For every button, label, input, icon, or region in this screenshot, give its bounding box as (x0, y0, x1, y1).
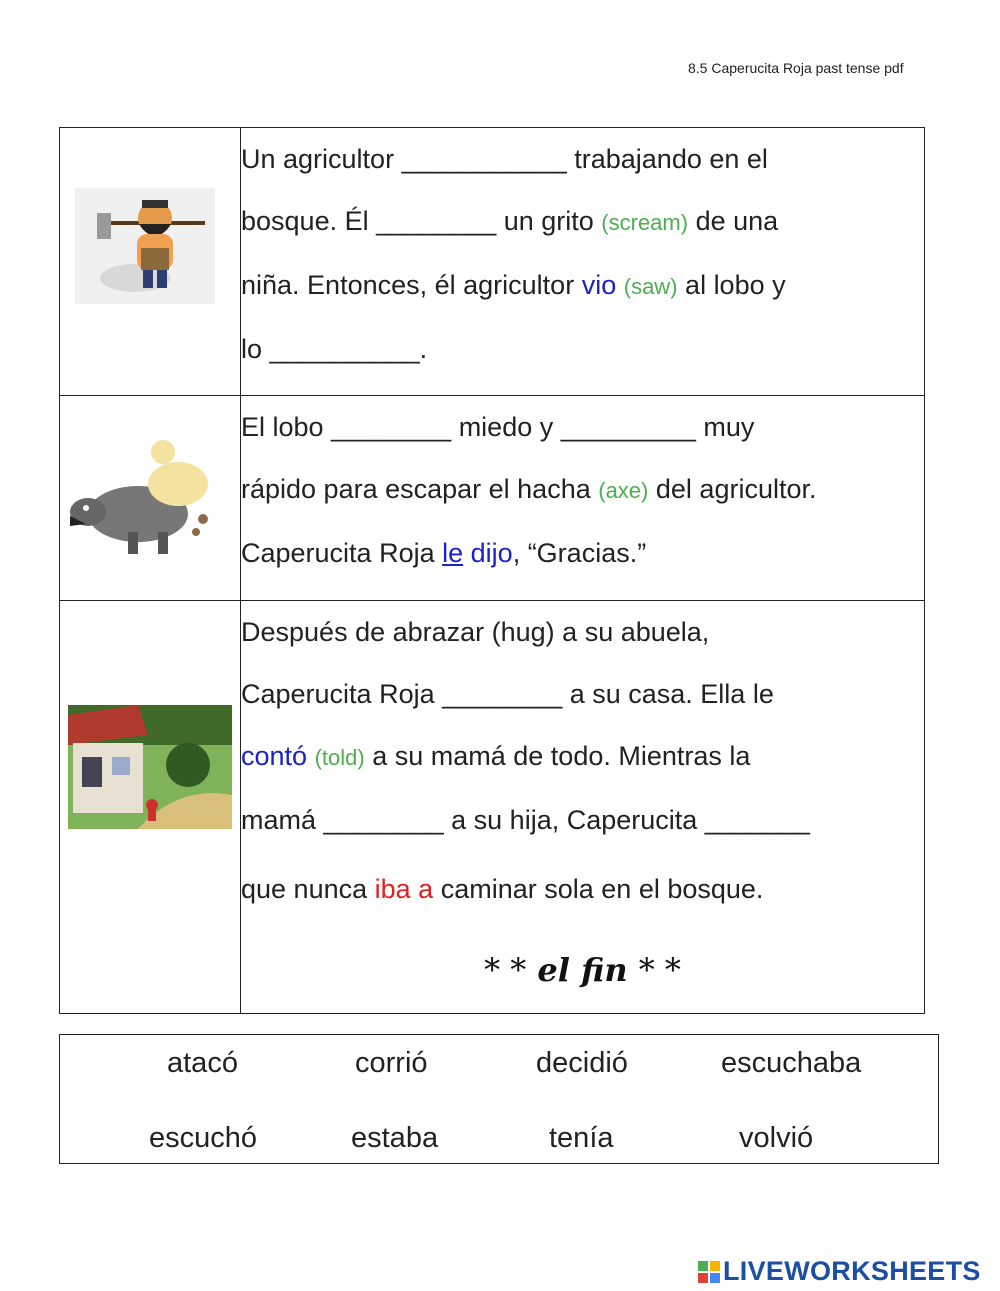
text-segment: Un agricultor ___________ trabajando en el (241, 144, 768, 174)
story-row-1 (60, 128, 925, 396)
text-segment: mamá ________ a su hija, Caperucita _______ (241, 805, 810, 835)
stars-left: * * (484, 951, 527, 989)
story-row-3 (60, 601, 925, 1014)
line-4 (241, 789, 924, 851)
hint-word: (scream) (601, 210, 689, 235)
image-cell (60, 601, 241, 1014)
word-bank-item: atacó (167, 1047, 238, 1079)
line-3 (241, 522, 924, 584)
text-segment: al lobo y (685, 270, 786, 300)
word-bank (59, 1034, 939, 1164)
story-text-1 (241, 128, 925, 396)
the-end (241, 927, 924, 1013)
line-3 (241, 254, 924, 318)
text-segment: El lobo ________ miedo y _________ muy (241, 412, 755, 442)
text-segment: del agricultor. (655, 474, 817, 504)
highlight-red: iba a (374, 874, 434, 904)
hint-word: (axe) (598, 478, 649, 503)
story-table (59, 127, 925, 1014)
line-2 (241, 458, 924, 522)
text-segment: Caperucita Roja ________ a su casa. Ella le (241, 679, 774, 709)
text-segment: bosque. Él ________ un grito (241, 206, 594, 236)
line-1 (241, 128, 924, 190)
logo-text: LIVEWORKSHEETS (723, 1256, 981, 1286)
highlight-verb: dijo (470, 538, 513, 568)
liveworksheets-logo (698, 1256, 981, 1287)
highlight-verb: vio (581, 270, 617, 300)
stars-right: * * (638, 951, 681, 989)
highlight-word: le (442, 538, 464, 568)
line-3 (241, 725, 924, 789)
the-end-text: el fin (537, 951, 628, 989)
wolf-image (68, 434, 218, 564)
text-segment: Después de abrazar (hug) a su abuela, (241, 617, 710, 647)
highlight-verb: contó (241, 741, 308, 771)
text-segment: Caperucita Roja (241, 538, 435, 568)
word-bank-item: corrió (355, 1047, 428, 1079)
text-segment: lo __________. (241, 334, 428, 364)
line-2 (241, 663, 924, 725)
image-cell (60, 128, 241, 396)
story-text-3 (241, 601, 925, 1014)
farmer-image (75, 188, 215, 304)
image-cell (60, 396, 241, 601)
text-segment: , “Gracias.” (512, 538, 647, 568)
word-bank-item: decidió (536, 1047, 628, 1079)
line-4 (241, 318, 924, 380)
line-2 (241, 190, 924, 254)
text-segment: de una (695, 206, 779, 236)
logo-icon (698, 1261, 720, 1283)
word-bank-item: tenía (549, 1122, 614, 1154)
story-row-2 (60, 396, 925, 601)
line-5 (241, 851, 924, 927)
text-segment: caminar sola en el bosque. (440, 874, 764, 904)
text-segment: rápido para escapar el hacha (241, 474, 591, 504)
word-bank-item: escuchaba (721, 1047, 862, 1079)
text-segment: niña. Entonces, él agricultor (241, 270, 575, 300)
word-bank-item: escuchó (149, 1122, 258, 1154)
text-segment: a su mamá de todo. Mientras la (372, 741, 751, 771)
hint-word: (saw) (623, 274, 678, 299)
line-1 (241, 601, 924, 663)
word-bank-item: volvió (739, 1122, 814, 1154)
hint-word: (told) (314, 745, 365, 770)
line-1 (241, 396, 924, 458)
story-text-2 (241, 396, 925, 601)
document-title: 8.5 Caperucita Roja past tense pdf (688, 60, 904, 76)
text-segment: que nunca (241, 874, 368, 904)
cottage-image (68, 705, 232, 829)
word-bank-item: estaba (351, 1122, 439, 1154)
